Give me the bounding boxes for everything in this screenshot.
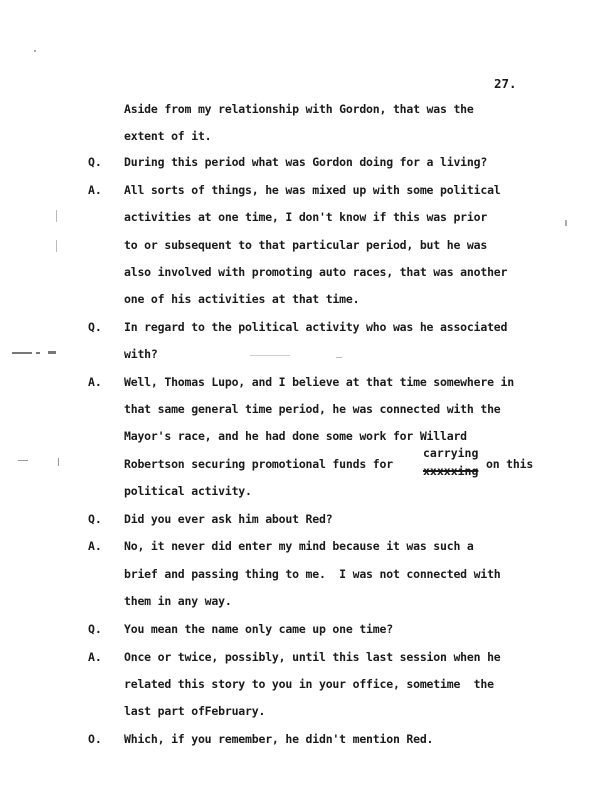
scan-artifact [12,352,32,354]
struck-word: xxxxxing [423,464,479,478]
transcript-line: related this story to you in your office, sometime the [124,677,494,691]
page-number: 27. [494,76,517,91]
transcript-line: In regard to the political activity who was he associated [124,320,508,334]
scan-artifact [34,50,36,52]
transcript-line: Mayor's race, and he had done some work for Willard [124,429,467,443]
transcript-line: them in any way. [124,594,232,608]
speaker-q: O. [88,732,102,746]
transcript-line: also involved with promoting auto races, that was another [124,265,508,279]
transcript-line: political activity. [124,484,252,498]
speaker-a: A. [88,650,102,664]
transcript-line: to or subsequent to that particular period, but he was [124,238,488,252]
speaker-q: Q. [88,512,102,526]
transcript-line: activities at one time, I don't know if this was prior [124,210,488,224]
speaker-a: A. [88,539,102,553]
speaker-a: A. [88,375,102,389]
scan-artifact [56,240,57,252]
transcript-line: that same general time period, he was connected with the [124,402,501,416]
transcript-line: with? [124,347,158,361]
transcript-line: You mean the name only came up one time? [124,622,393,636]
transcript-line: No, it never did enter my mind because it was such a [124,539,474,553]
scan-artifact [48,351,56,354]
scan-artifact [336,357,342,358]
transcript-line: Aside from my relationship with Gordon, that was the [124,102,474,116]
transcript-line: Robertson securing promotional funds for [124,457,393,471]
scan-artifact [36,352,40,354]
scan-artifact [565,220,567,226]
transcript-line: extent of it. [124,129,212,143]
inserted-correction: carrying [423,446,479,460]
speaker-q: Q. [88,320,102,334]
scan-artifact [250,355,290,356]
transcript-line: brief and passing thing to me. I was not connected with [124,567,501,581]
scan-artifact [56,210,57,222]
transcript-line: Did you ever ask him about Red? [124,512,333,526]
transcript-line: Once or twice, possibly, until this last session when he [124,650,501,664]
scan-artifact [18,460,28,461]
speaker-a: A. [88,183,102,197]
transcript-line: Well, Thomas Lupo, and I believe at that time somewhere in [124,375,514,389]
transcript-line: last part ofFebruary. [124,704,266,718]
transcript-line: During this period what was Gordon doing for a living? [124,155,488,169]
scan-artifact [58,458,59,466]
transcript-line: All sorts of things, he was mixed up with some political [124,183,501,197]
transcript-line: Which, if you remember, he didn't mention Red. [124,732,434,746]
transcript-line: one of his activities at that time. [124,292,360,306]
transcript-line-continuation: on this [486,457,534,471]
speaker-q: Q. [88,155,102,169]
speaker-q: Q. [88,622,102,636]
